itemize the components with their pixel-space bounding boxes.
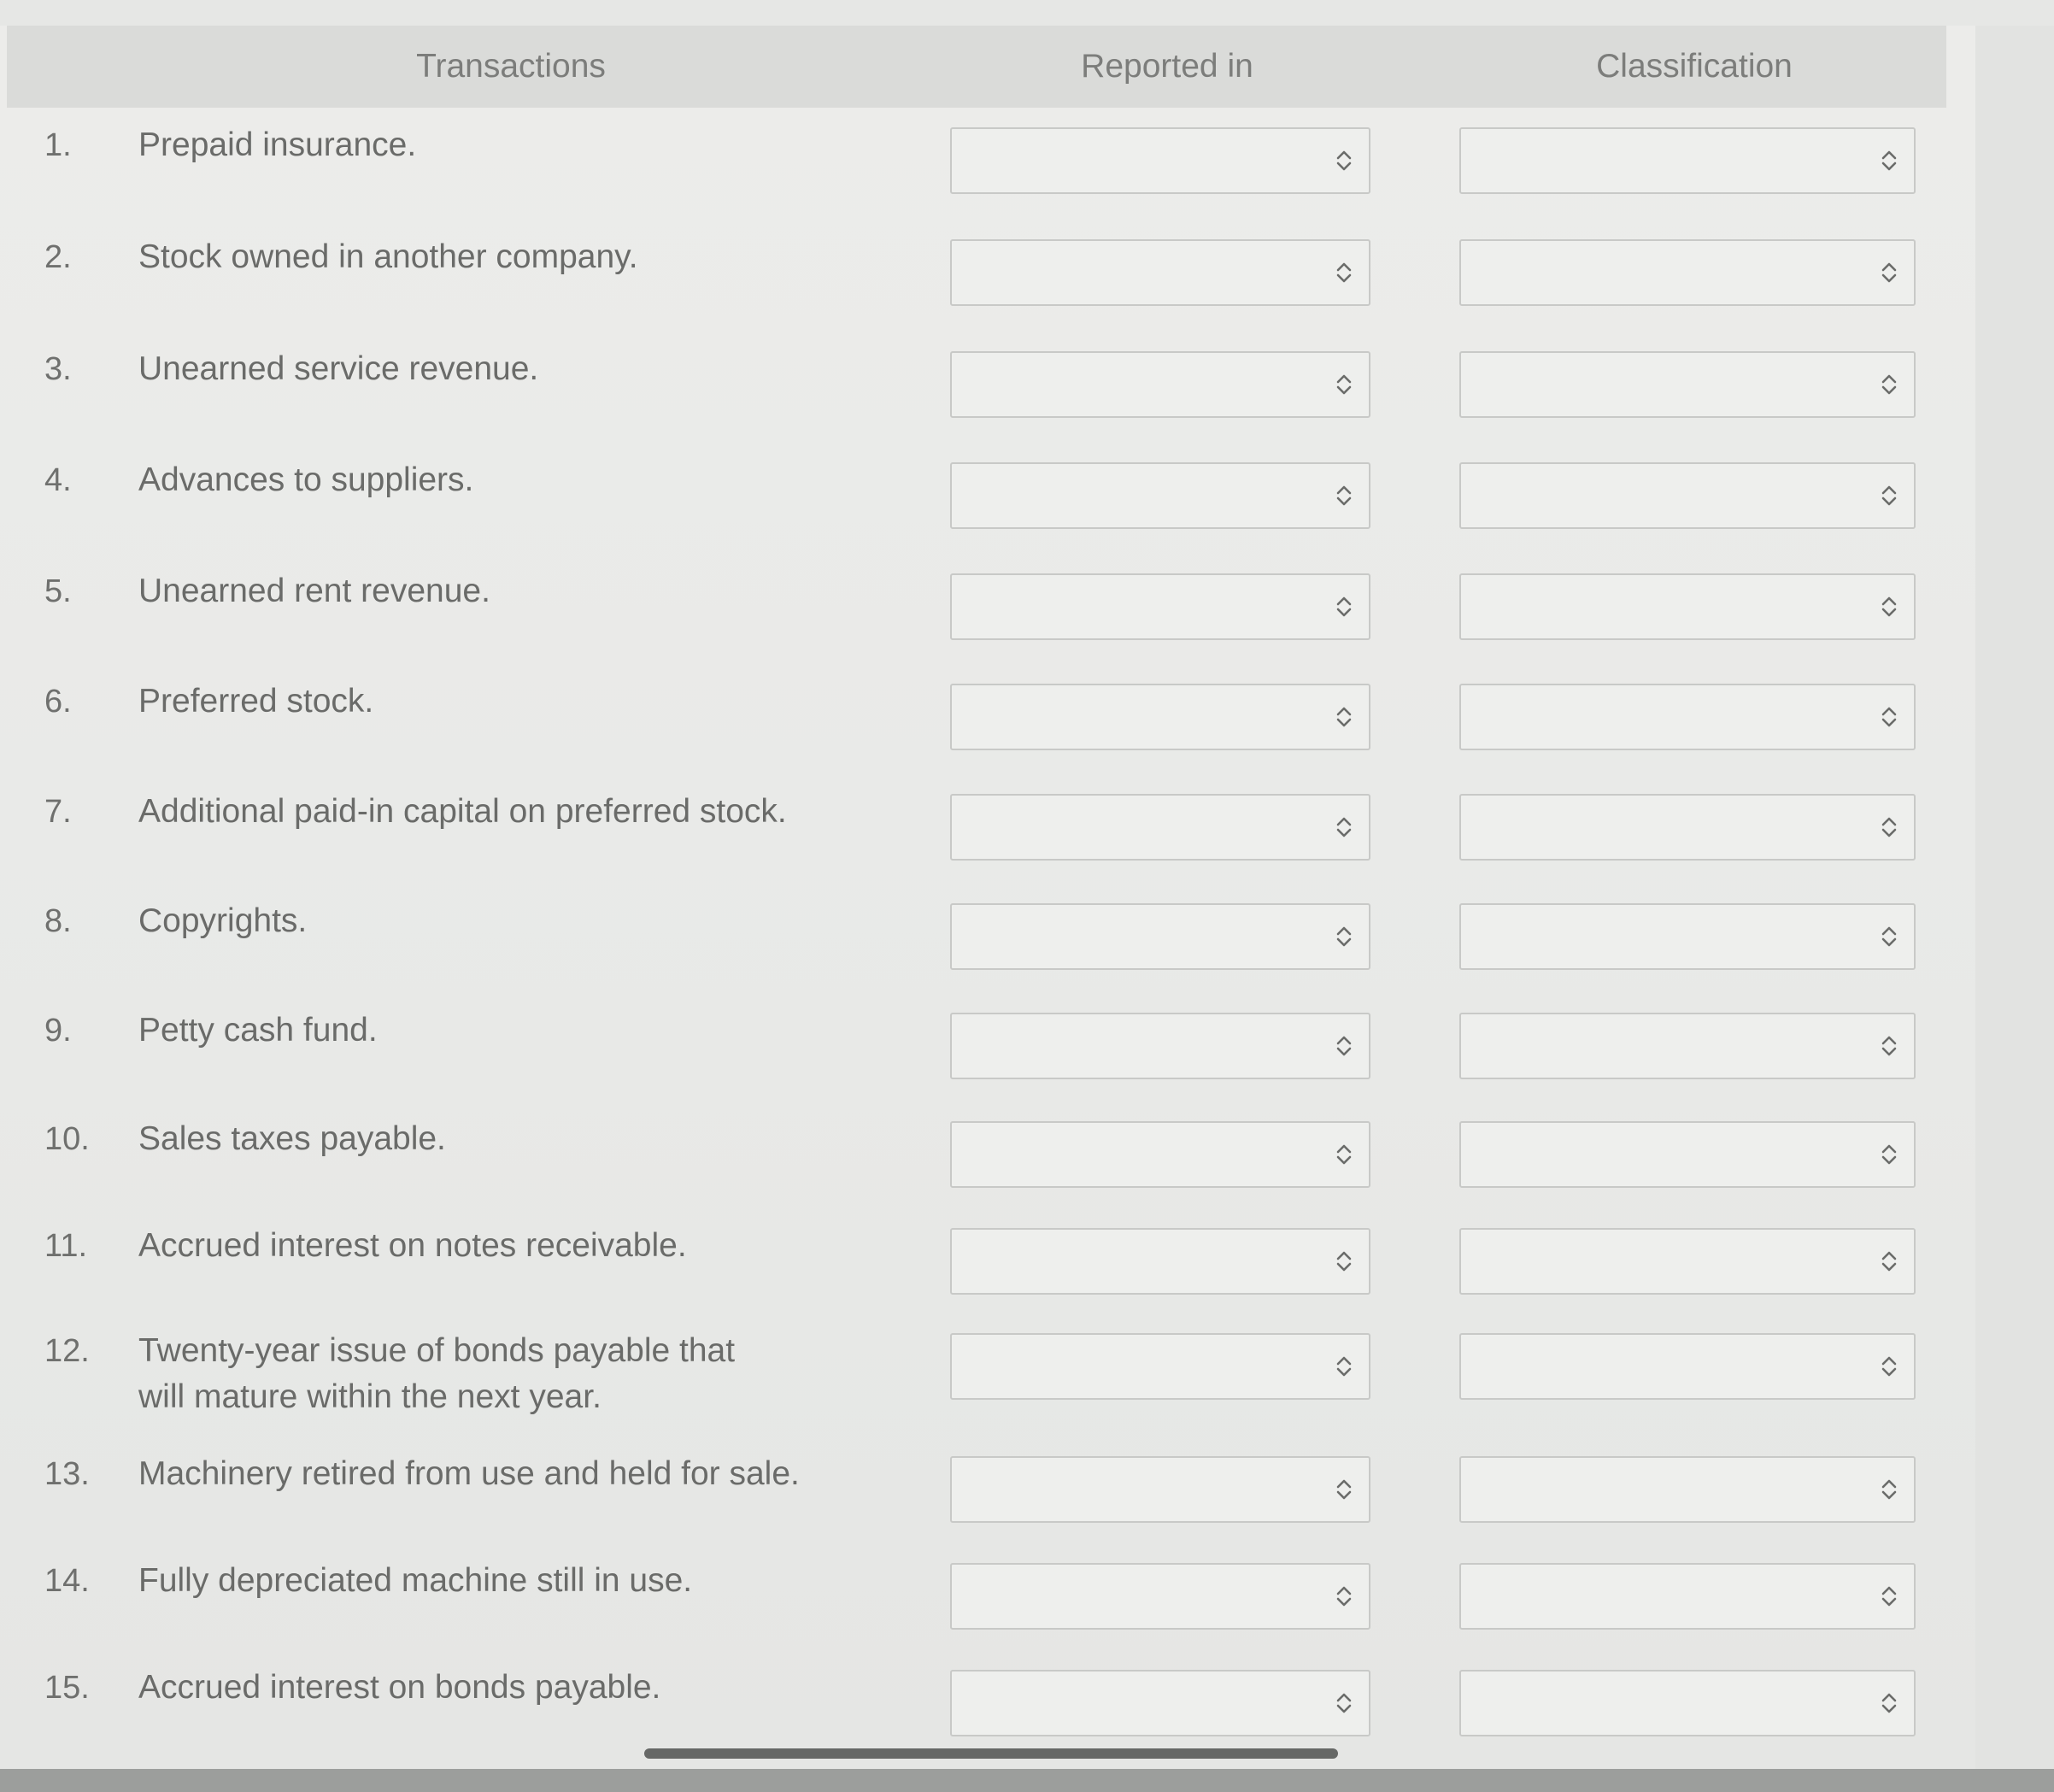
chevron-up-down-icon xyxy=(1335,594,1353,620)
header-reported-in: Reported in xyxy=(1081,48,1253,85)
chevron-up-down-icon xyxy=(1880,1477,1898,1502)
chevron-up-down-icon xyxy=(1880,594,1898,620)
transaction-text: Fully depreciated machine still in use. xyxy=(138,1562,693,1599)
table-row xyxy=(0,1118,1940,1203)
reported-in-select[interactable] xyxy=(950,1456,1370,1523)
transaction-text: Additional paid-in capital on preferred stock. xyxy=(138,793,787,830)
row-number: 10. xyxy=(44,1121,90,1157)
classification-select[interactable] xyxy=(1459,1563,1916,1630)
row-number: 15. xyxy=(44,1670,90,1706)
classification-select[interactable] xyxy=(1459,1228,1916,1295)
transaction-text: Prepaid insurance. xyxy=(138,126,417,163)
classification-select[interactable] xyxy=(1459,1121,1916,1188)
classification-select[interactable] xyxy=(1459,684,1916,750)
transaction-text: Accrued interest on bonds payable. xyxy=(138,1669,661,1706)
row-number: 9. xyxy=(44,1013,72,1049)
classification-select[interactable] xyxy=(1459,1456,1916,1523)
chevron-up-down-icon xyxy=(1335,148,1353,173)
chevron-up-down-icon xyxy=(1880,1583,1898,1609)
row-number: 1. xyxy=(44,127,72,163)
table-row xyxy=(0,348,1940,433)
chevron-up-down-icon xyxy=(1880,814,1898,840)
reported-in-select[interactable] xyxy=(950,351,1370,418)
reported-in-select[interactable] xyxy=(950,1333,1370,1400)
table-row xyxy=(0,1330,1940,1415)
classification-select[interactable] xyxy=(1459,1670,1916,1736)
table-row xyxy=(0,1453,1940,1538)
classification-select[interactable] xyxy=(1459,127,1916,194)
chevron-up-down-icon xyxy=(1880,260,1898,285)
table-row xyxy=(0,1666,1940,1752)
transaction-text: Preferred stock. xyxy=(138,683,374,720)
chevron-up-down-icon xyxy=(1880,1142,1898,1167)
transaction-text: Accrued interest on notes receivable. xyxy=(138,1227,687,1264)
transaction-text: Twenty-year issue of bonds payable that will mature within the next year. xyxy=(138,1332,736,1415)
classification-select[interactable] xyxy=(1459,1013,1916,1079)
transaction-text: Sales taxes payable. xyxy=(138,1120,446,1157)
classification-select[interactable] xyxy=(1459,462,1916,529)
chevron-up-down-icon xyxy=(1335,260,1353,285)
transaction-text: Stock owned in another company. xyxy=(138,238,638,275)
classification-select[interactable] xyxy=(1459,239,1916,306)
transaction-text: Unearned service revenue. xyxy=(138,350,539,387)
row-number: 12. xyxy=(44,1333,90,1369)
row-number: 6. xyxy=(44,684,72,720)
row-number: 3. xyxy=(44,351,72,387)
reported-in-select[interactable] xyxy=(950,1563,1370,1630)
header-transactions: Transactions xyxy=(416,48,606,85)
row-number: 7. xyxy=(44,794,72,830)
chevron-up-down-icon xyxy=(1335,924,1353,949)
table-row xyxy=(0,1560,1940,1645)
chevron-up-down-icon xyxy=(1335,704,1353,730)
chevron-up-down-icon xyxy=(1335,483,1353,508)
transaction-text: Machinery retired from use and held for sale. xyxy=(138,1455,800,1492)
top-strip xyxy=(0,0,2054,26)
reported-in-select[interactable] xyxy=(950,1121,1370,1188)
reported-in-select[interactable] xyxy=(950,573,1370,640)
table-row xyxy=(0,900,1940,985)
table-row xyxy=(0,124,1940,209)
row-number: 5. xyxy=(44,573,72,609)
chevron-up-down-icon xyxy=(1335,1477,1353,1502)
chevron-up-down-icon xyxy=(1880,1354,1898,1379)
chevron-up-down-icon xyxy=(1335,1583,1353,1609)
chevron-up-down-icon xyxy=(1880,1249,1898,1274)
table-row xyxy=(0,570,1940,655)
reported-in-select[interactable] xyxy=(950,903,1370,970)
table-row xyxy=(0,459,1940,544)
header-classification: Classification xyxy=(1596,48,1793,85)
chevron-up-down-icon xyxy=(1880,704,1898,730)
right-gutter xyxy=(1975,26,2054,1769)
row-number: 4. xyxy=(44,462,72,498)
transaction-text: Advances to suppliers. xyxy=(138,461,474,498)
reported-in-select[interactable] xyxy=(950,1670,1370,1736)
transaction-text: Petty cash fund. xyxy=(138,1012,378,1049)
row-number: 8. xyxy=(44,903,72,939)
chevron-up-down-icon xyxy=(1335,1354,1353,1379)
chevron-up-down-icon xyxy=(1335,1033,1353,1059)
chevron-up-down-icon xyxy=(1880,1690,1898,1716)
bottom-bar xyxy=(0,1769,2054,1792)
chevron-up-down-icon xyxy=(1880,483,1898,508)
chevron-up-down-icon xyxy=(1335,1249,1353,1274)
chevron-up-down-icon xyxy=(1880,372,1898,397)
classification-select[interactable] xyxy=(1459,794,1916,861)
table-row xyxy=(0,790,1940,876)
chevron-up-down-icon xyxy=(1880,1033,1898,1059)
table-row xyxy=(0,680,1940,766)
chevron-up-down-icon xyxy=(1335,1142,1353,1167)
classification-select[interactable] xyxy=(1459,351,1916,418)
chevron-up-down-icon xyxy=(1335,814,1353,840)
reported-in-select[interactable] xyxy=(950,462,1370,529)
transaction-text: Unearned rent revenue. xyxy=(138,573,490,609)
transaction-text: Copyrights. xyxy=(138,902,308,939)
chevron-up-down-icon xyxy=(1880,148,1898,173)
table-row xyxy=(0,236,1940,321)
reported-in-select[interactable] xyxy=(950,684,1370,750)
reported-in-select[interactable] xyxy=(950,1228,1370,1295)
row-number: 2. xyxy=(44,239,72,275)
table-header xyxy=(7,26,1946,108)
horizontal-scrollbar[interactable] xyxy=(644,1748,1338,1759)
row-number: 13. xyxy=(44,1456,90,1492)
table-row xyxy=(0,1009,1940,1095)
reported-in-select[interactable] xyxy=(950,1013,1370,1079)
classification-select[interactable] xyxy=(1459,1333,1916,1400)
chevron-up-down-icon xyxy=(1880,924,1898,949)
row-number: 14. xyxy=(44,1563,90,1599)
classification-select[interactable] xyxy=(1459,903,1916,970)
chevron-up-down-icon xyxy=(1335,372,1353,397)
classification-select[interactable] xyxy=(1459,573,1916,640)
reported-in-select[interactable] xyxy=(950,127,1370,194)
reported-in-select[interactable] xyxy=(950,794,1370,861)
table-row xyxy=(0,1225,1940,1310)
row-number: 11. xyxy=(44,1228,88,1264)
chevron-up-down-icon xyxy=(1335,1690,1353,1716)
reported-in-select[interactable] xyxy=(950,239,1370,306)
